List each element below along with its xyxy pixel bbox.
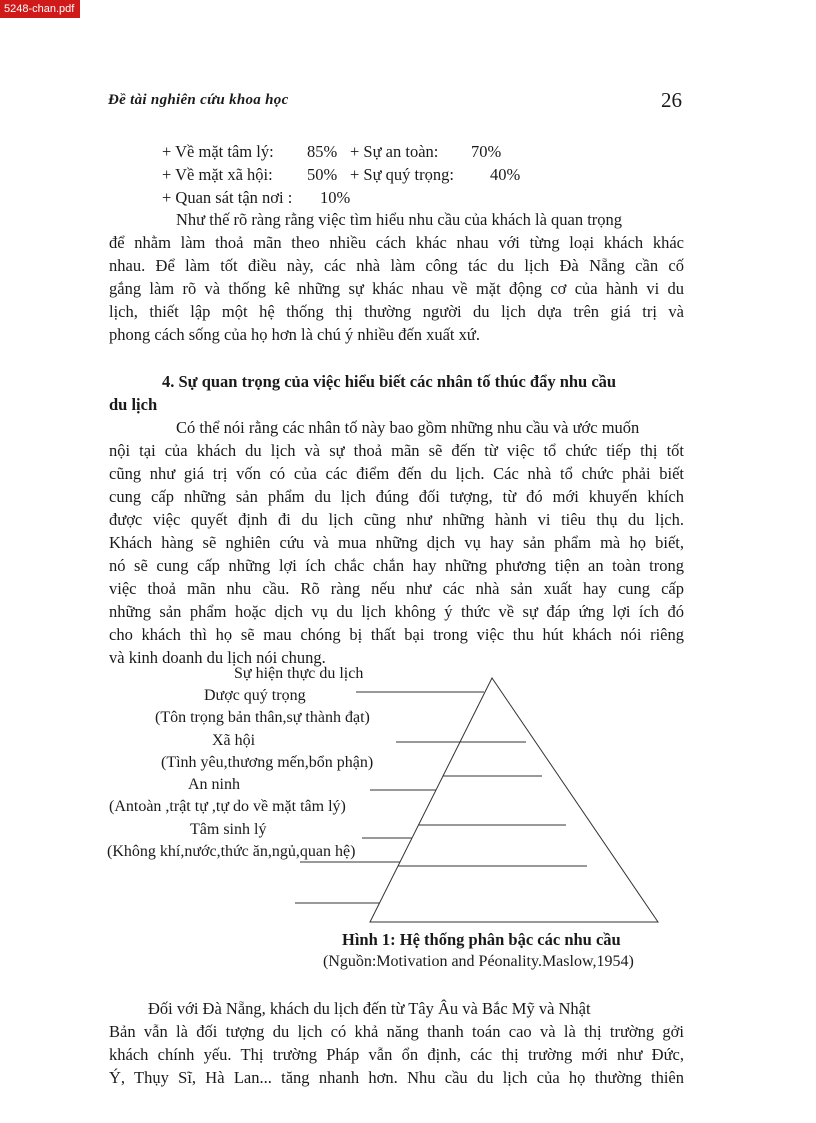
stat-label: + Về mặt tâm lý:: [162, 142, 274, 161]
text-line: nội tại của khách du lịch và sự thoả mãn sẽ đến từ việc tổ chức tiếp thị tốt: [109, 441, 684, 460]
text-line: lịch, thiết lập một hệ thống thị thường người du lịch dựa trên giá trị và: [109, 302, 684, 321]
text-line: và kinh doanh du lịch nói chung.: [109, 648, 326, 667]
text-line: nhau. Để làm tốt điều này, các nhà làm công tác du lịch Đà Nẵng cần cố: [109, 256, 684, 275]
stat-value: 10%: [320, 188, 351, 207]
stat-value: 50%: [307, 165, 338, 184]
text-line: gắng làm rõ và thống kê những sự khác nhau về mặt động cơ của hành vi du: [109, 279, 684, 298]
pyramid-label: (Không khí,nước,thức ăn,ngủ,quan hệ): [107, 843, 356, 860]
text-line: Có thể nói rằng các nhân tố này bao gồm những nhu cầu và ước muốn: [176, 418, 640, 437]
text-line: Như thế rõ ràng rằng việc tìm hiểu nhu cầu của khách là quan trọng: [176, 210, 623, 229]
stat-value: 70%: [471, 142, 502, 161]
stat-label: + Về mặt xã hội:: [162, 165, 273, 184]
file-name-tag: 5248-chan.pdf: [0, 0, 80, 18]
pyramid-label: Tâm sinh lý: [190, 821, 267, 838]
text-line: nó sẽ cung cấp những lợi ích chắc chắn hay những phương tiện an toàn trong: [109, 556, 684, 575]
pyramid-label: An ninh: [188, 776, 240, 793]
pyramid-label: (Tình yêu,thương mến,bổn phận): [161, 754, 374, 771]
pyramid-label: Sự hiện thực du lịch: [234, 665, 364, 682]
running-head: Đề tài nghiên cứu khoa học: [108, 92, 289, 108]
text-line: những sản phẩm hoặc dịch vụ du lịch không ý thức về sự đáp ứng lợi ích đó: [109, 602, 684, 621]
text-line: để nhằm làm thoả mãn theo nhiều cách khác nhau với từng loại khách khác: [109, 233, 684, 252]
page-number: 26: [661, 88, 682, 112]
stat-label: + Quan sát tận nơi :: [162, 188, 293, 207]
text-line: Bản vẫn là đối tượng du lịch có khả năng thanh toán cao và là thị trường gởi: [109, 1022, 684, 1041]
stat-label: + Sự quý trọng:: [350, 165, 454, 184]
text-line: được việc quyết định đi du lịch cũng như những hành vi tiêu thụ du lịch.: [109, 510, 684, 529]
text-line: cũng như giá trị vốn có của các điểm đến du lịch. Các nhà tổ chức phải biết: [109, 464, 684, 483]
stat-label: + Sự an toàn:: [350, 142, 439, 161]
figure-title: Hình 1: Hệ thống phân bậc các nhu cầu: [342, 930, 621, 949]
pyramid-outline: [370, 678, 658, 922]
text-line: cho khách thì họ sẽ mau chóng bị thất bại trong việc thu hút khách nói riêng: [109, 625, 684, 644]
pyramid-label: Xã hội: [212, 732, 256, 749]
pyramid-label: (Antoàn ,trật tự ,tự do về mặt tâm lý): [109, 798, 346, 815]
text-line: Khách hàng sẽ nghiên cứu và mua những dịch vụ hay sản phẩm mà họ biết,: [109, 533, 684, 552]
stat-value: 40%: [490, 165, 521, 184]
stat-value: 85%: [307, 142, 338, 161]
text-line: Đối với Đà Nẵng, khách du lịch đến từ Tây Âu và Bắc Mỹ và Nhật: [148, 999, 591, 1018]
pyramid-label: Dược quý trọng: [204, 687, 306, 704]
text-line: việc thoả mãn nhu cầu. Rõ ràng nếu như các nhà sản xuất hay cung cấp: [109, 579, 684, 598]
text-line: phong cách sống của họ hơn là chú ý nhiều đến xuất xứ.: [109, 325, 480, 344]
heading-line: du lịch: [109, 395, 158, 414]
text-line: khách chính yếu. Thị trường Pháp vẫn ổn định, các thị trường mới như Đức,: [109, 1045, 684, 1064]
pyramid-label: (Tôn trọng bản thân,sự thành đạt): [155, 709, 370, 726]
heading-line: 4. Sự quan trọng của việc hiểu biết các nhân tố thúc đẩy nhu cầu: [162, 372, 617, 391]
figure-source: (Nguồn:Motivation and Péonality.Maslow,1954): [323, 953, 634, 970]
text-line: cung cấp những sản phẩm du lịch đúng đối tượng, từ đó mới khuyến khích: [109, 487, 684, 506]
text-line: Ý, Thụy Sĩ, Hà Lan... tăng nhanh hơn. Nhu cầu du lịch của họ thường thiên: [109, 1068, 684, 1087]
